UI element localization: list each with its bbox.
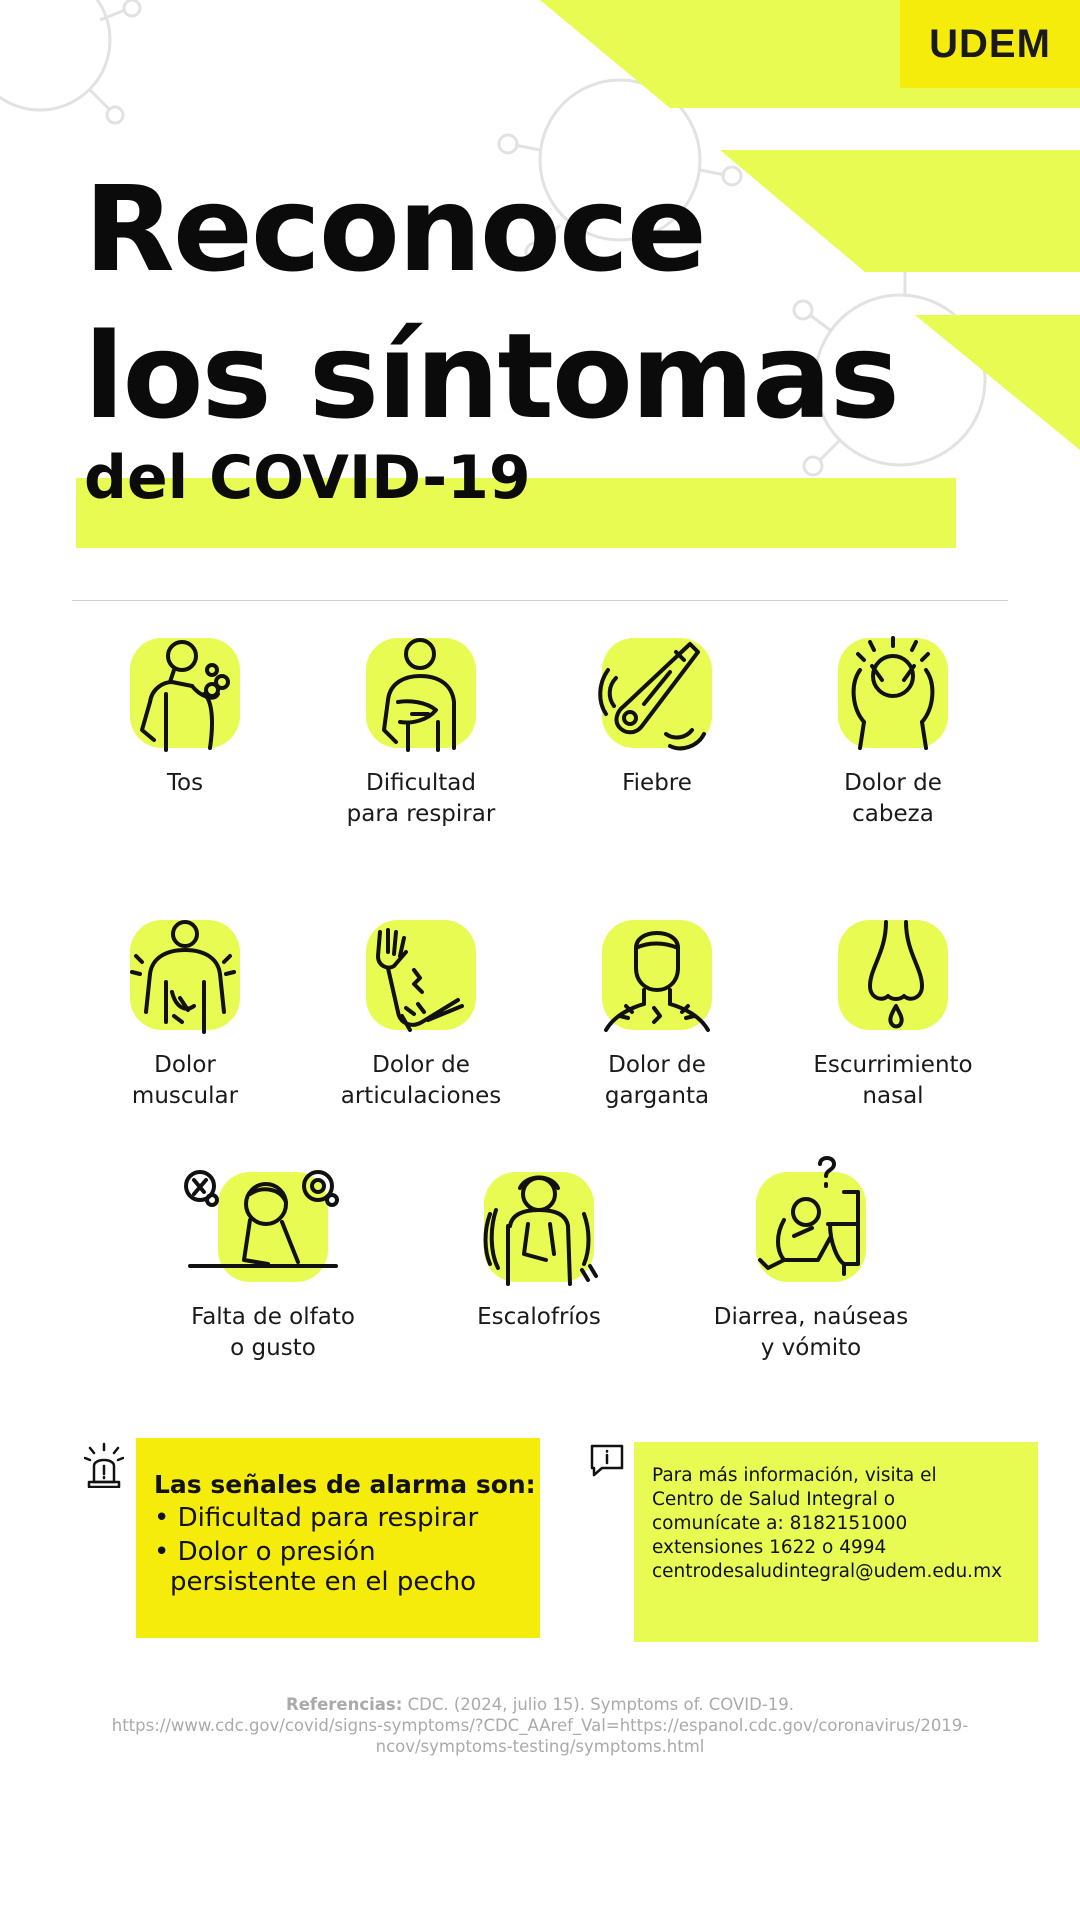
alarm-signs-box: [136, 1438, 540, 1638]
alarm-item-breathing: • Dificultad para respirar: [154, 1503, 479, 1533]
symptom-label: Dolor de garganta: [604, 1052, 710, 1109]
symptom-fever: [542, 638, 772, 799]
alarm-siren-icon: [84, 1442, 124, 1488]
headache-icon: [838, 638, 948, 748]
symptom-label: Escurrimiento nasal: [813, 1052, 973, 1109]
chills-icon: [484, 1172, 594, 1282]
alarm-item-chest-pressure-cont: persistente en el pecho: [170, 1567, 477, 1597]
more-info-box: [634, 1442, 1038, 1642]
symptom-sore-throat: [542, 920, 772, 1112]
references-citation: CDC. (2024, julio 15). Symptoms of. COVID-19.: [407, 1695, 794, 1714]
references: [60, 1694, 1020, 1757]
muscle-pain-icon: [130, 920, 240, 1030]
symptom-label: Dificultad para respirar: [346, 770, 496, 827]
symptom-muscle-pain: [70, 920, 300, 1112]
symptom-label: Escalofríos: [477, 1304, 601, 1330]
section-divider: [72, 600, 1008, 601]
symptom-label: Dolor de cabeza: [844, 770, 942, 827]
symptom-label: Tos: [166, 770, 204, 796]
symptom-label: Dolor de articulaciones: [340, 1052, 502, 1109]
runny-nose-icon: [838, 920, 948, 1030]
loss-of-smell-taste-icon: [218, 1172, 328, 1282]
symptom-headache: [778, 638, 1008, 830]
page-subtitle: del COVID-19: [84, 443, 531, 513]
symptom-chills: [424, 1172, 654, 1333]
symptom-label: Fiebre: [622, 770, 692, 796]
joint-pain-icon: [366, 920, 476, 1030]
lime-triangle-decoration-right: [915, 315, 1080, 450]
references-url: https://www.cdc.gov/covid/signs-symptoms/?CDC_AAref_Val=https://espanol.cdc.gov/coronavirus/2019-ncov/symptoms-testing/symptoms.html: [111, 1716, 969, 1756]
symptom-joint-pain: [306, 920, 536, 1112]
thermometer-icon: [602, 638, 712, 748]
symptom-breathing-difficulty: [306, 638, 536, 830]
alarm-title: Las señales de alarma son:: [154, 1470, 536, 1499]
symptom-loss-of-smell-taste: [158, 1172, 388, 1364]
info-chat-icon: [588, 1442, 626, 1478]
symptom-label: Diarrea, naúseas y vómito: [713, 1304, 909, 1361]
symptom-label: Dolor muscular: [131, 1052, 239, 1109]
symptom-cough: [70, 638, 300, 799]
vomiting-icon: [756, 1172, 866, 1282]
symptom-vomiting: [696, 1172, 926, 1364]
page-title-line1: Reconoce: [84, 160, 705, 298]
breathing-difficulty-icon: [366, 638, 476, 748]
sore-throat-icon: [602, 920, 712, 1030]
references-label: Referencias:: [286, 1695, 403, 1714]
alarm-item-chest-pressure: • Dolor o presión: [154, 1537, 376, 1567]
udem-logo: UDEM: [900, 0, 1080, 88]
lime-parallelogram-decoration: [720, 150, 1080, 272]
symptom-runny-nose: [778, 920, 1008, 1112]
page-title-line2: los síntomas: [84, 307, 898, 445]
more-info-text: Para más información, visita el Centro de Salud Integral o comunícate a: 8182151000 extensiones 1622 o 4994 centrodesaludintegral@udem.edu.mx: [652, 1465, 1003, 1582]
cough-icon: [130, 638, 240, 748]
symptom-label: Falta de olfato o gusto: [191, 1304, 355, 1361]
